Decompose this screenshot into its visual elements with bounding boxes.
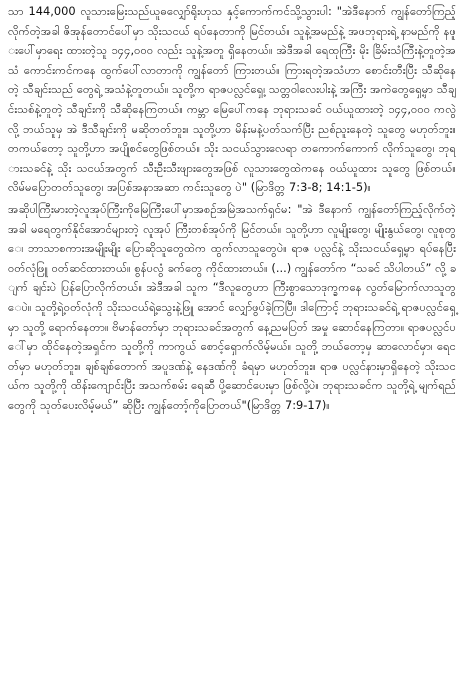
paragraph-144000-zion: သာ 144,000 လူသားမြေးသည်ယူဓလျှော်ရိုးဟုသ နှင့်ကောက်ကင်သို့သွားပါ: "အဲဒီနောက် ကျွန်တော်ကြည့်လိုက်တဲ့အခါ ဇိအုန်တောင်ပေါ်မှာ သိုးသငယ် ရပ်နေတာကို မြင်တယ်။ သူနဲ့အမည်နဲ့ အဖဘုရားရဲ့ နာမည်ကို နဖူးပေါ်မှာရေး ထားတဲ့သူ ၁၄၄,၀၀၀ လည်း သူနဲ့အတူ ရှိနေတယ်။ အဲဒီအခါ ရေထုကြီး မိုး ခြိမ်းသံကြီးနဲ့တူတဲ့အသံ ကောင်းကင်ကနေ ထွက်ပေါ်လာတာကို ကျွန်တော် ကြားတယ်။ ကြားရတဲ့အသံဟာ စောင်းတီးပြီး သီဆိုနေတဲ့ သီချင်းသည် တွေရဲ့ အသံနဲ့တူတယ်။ သူတို့က ရာဇပလ္လင်ရှေ့၊ သတ္တဝါလေးပါးနဲ့ အကြီး အကဲတွေရှေ့မှာ သီချင်းသစ်နဲ့တူတဲ့ သီချင်းကို သီဆိုနေကြတယ်။ ကမ္ဘာ မြေပေါ်ကနေ ဘုရားသခင် ဝယ်ယူထားတဲ့ ၁၄၄,၀၀၀ ကလွဲလို့ ဘယ်သူမှ အဲ ဒီသီချင်းကို မဆိုတတ်ဘူး။ သူတို့ဟာ မိန်းမနဲ့ပတ်သက်ပြီး ညစ်ညူးနေတဲ့ သူတွေ မဟုတ်ဘူး။ တကယ်တော့ သူတို့ဟာ အပျိုစင်တွေဖြစ်တယ်။ သိုး သငယ်သွားလေရာ တကောက်ကောက် လိုက်သူတွေ၊ ဘုရားသခင်နဲ့ သိုး သငယ်အတွက် သီးဦးသီးဖျားတွေအဖြစ် လူသားတွေထဲကနေ ဝယ်ယူထား သူတွေ ဖြစ်တယ်။ လိမ်မပြောတတ်သူတွေ၊ အပြစ်အနာအဆာ ကင်းသူတွေ ပဲ" (မြာဒိတ္တ 7:3-8; 14:1-5)။ (8, 4, 456, 195)
paragraph-great-multitude: အဆိုပါကြီးမားတဲ့လူအုပ်ကြီးကိုမြေကြီးပေါ်မှာအစဉ်အမြဲအသက်ရှင်မ: "အဲ ဒီနောက် ကျွန်တော်ကြည့်လိုက်တဲ့အခါ မရေတွက်နိုင်အောင်များတဲ့ လူအုပ် ကြီးတစ်အုပ်ကို မြင်တယ်။ သူတို့ဟာ လူမျိုးတွေ၊ မျိုးနွယ်တွေ၊ လူစုတွေ၊ ဘာသာစကားအမျိုးမျိုး ပြောဆိုသူတွေထဲက ထွက်လာသူတွေပဲ။ ရာဇ ပလ္လင်နဲ့ သိုးသငယ်ရှေ့မှာ ရပ်နေပြီး ဝတ်လုံဖြူ ဝတ်ဆင်ထားတယ်။ စွန်ပလွံ ခက်တွေ ကိုင်ထားတယ်။ (...) ကျွန်တော်က “သခင် သိပါတယ်” လို့ ချက် ချင်းပဲ ပြန်ပြောလိုက်တယ်။ အဲဒီအခါ သူက “ဒီလူတွေဟာ ကြီးစွာသောဒုက္ခကနေ လွတ်မြောက်လာသူတွေပဲ။ သူတို့ရဲ့ဝတ်လုံကို သိုးသငယ်ရဲ့သွေးနဲ့ဖြူ အောင် လျှော်ဖွပ်ခဲ့ကြပြီ။ ဒါကြောင့် ဘုရားသခင်ရဲ့ ရာဇပလ္လင်ရှေ့မှာ သူတို့ ရောက်နေတာ။ ဗိမာန်တော်မှာ ဘုရားသခင်အတွက် နေ့ညမပြတ် အမှု ဆောင်နေကြတာ။ ရာဇပလ္လင်ပေါ်မှာ ထိုင်နေတဲ့အရှင်က သူတို့ကို ကာကွယ် စောင့်ရှောက်လိမ့်မယ်။ သူတို့ ဘယ်တော့မှ ဆာလောင်မှာ၊ ရေငတ်မှာ မဟုတ်ဘူး။ ချစ်ချစ်တောက် အပူဒဏ်နဲ့ နေဒဏ်ကို ခံရမှာ မဟုတ်ဘူး။ ရာဇ ပလ္လင်နားမှာရှိနေတဲ့ သိုးသငယ်က သူတို့ကို ထိန်းကျောင်းပြီး အသက်စမ်း ရေဆီ ပို့ဆောင်ပေးမှာ ဖြစ်လို့ပဲ။ ဘုရားသခင်က သူတို့ရဲ့ မျက်ရည်တွေကို သုတ်ပေးလိမ့်မယ်” ဆိုပြီး ကျွန်တော့်ကိုပြောတယ်"(မြာဒိတ္တ 7:9-17)။ (8, 201, 456, 412)
